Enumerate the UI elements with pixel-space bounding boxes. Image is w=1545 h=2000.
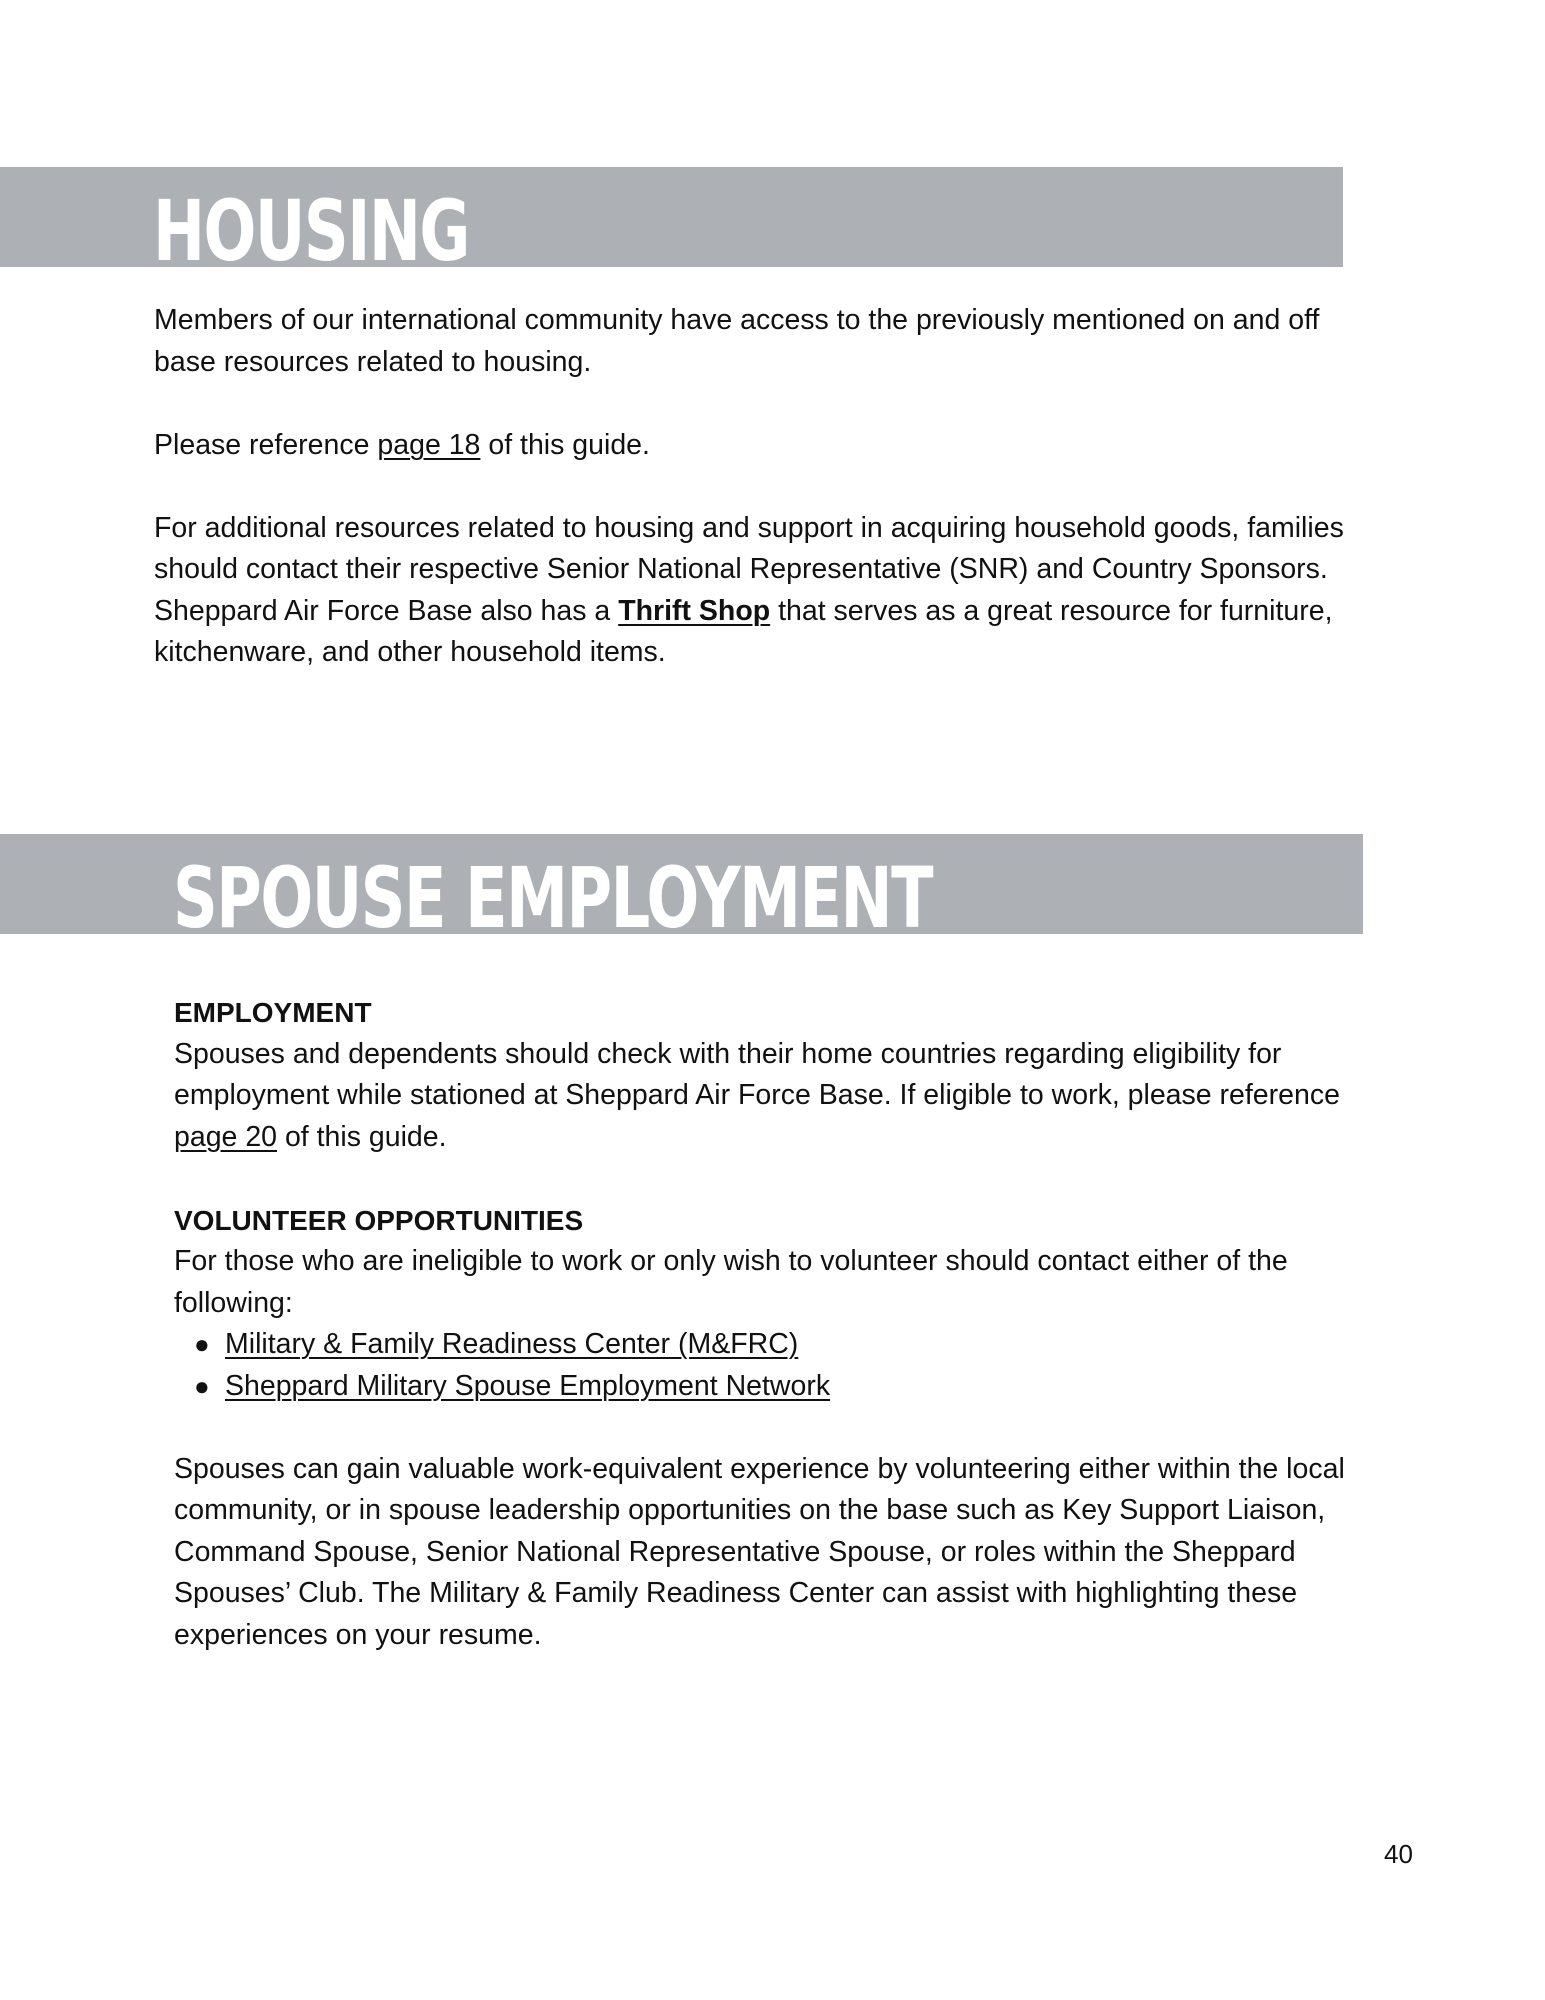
housing-reference-prefix: Please reference <box>154 428 378 461</box>
page-20-link[interactable]: page 20 <box>174 1120 278 1153</box>
volunteer-heading: VOLUNTEER OPPORTUNITIES <box>174 1204 584 1236</box>
volunteer-closing-paragraph: Spouses can gain valuable work-equivalent experience by volunteering either within the local community, or in spouse leadership opportunities on the base such as Key Support Liaison, Command Spouse, Senior National Representative Spouse, or roles within the Sheppard Spouses’ Club. The Military & Family Readiness Center can assist with highlighting these experiences on your resume. <box>174 1452 1345 1651</box>
page-number: 40 <box>1384 1839 1413 1869</box>
housing-title: HOUSING <box>153 182 469 280</box>
employment-text-after: of this guide. <box>277 1120 447 1153</box>
volunteer-contacts-list <box>174 1324 1394 1407</box>
housing-resources-text-after: that serves as a great resource for furniture, kitchenware, and other household items. <box>154 594 1333 668</box>
housing-intro-paragraph: Members of our international community have access to the previously mentioned on and off base resources related to housing. <box>154 304 1320 378</box>
spouse-employment-section <box>174 992 1394 1656</box>
volunteer-intro: For those who are ineligible to work or only wish to volunteer should contact either of the following: <box>174 1245 1288 1319</box>
employment-text-before: Spouses and dependents should check with their home countries regarding eligibility for employment while stationed at Sheppard Air Force Base. If eligible to work, please reference <box>174 1037 1340 1111</box>
housing-banner <box>0 167 1343 280</box>
bullet-icon: ● <box>194 1329 210 1359</box>
mfrc-link[interactable]: Military & Family Readiness Center (M&FRC) <box>225 1328 799 1360</box>
page-18-link[interactable]: page 18 <box>377 428 481 461</box>
housing-resources-paragraph <box>154 508 1354 674</box>
bullet-icon: ● <box>194 1370 210 1401</box>
list-item <box>194 1324 1394 1366</box>
housing-section <box>154 300 1354 674</box>
housing-reference-paragraph <box>154 425 1354 467</box>
list-item <box>194 1366 1394 1408</box>
housing-resources-text-before: For additional resources related to housing and support in acquiring household goods, families should contact their respective Senior National Representative (SNR) and Country Sponsors. Sheppard Air Force Base also has a <box>154 511 1344 627</box>
thrift-shop-link[interactable]: Thrift Shop <box>618 594 771 627</box>
housing-reference-suffix: of this guide. <box>480 428 650 461</box>
spouse-employment-network-link[interactable]: Sheppard Military Spouse Employment Network <box>225 1369 831 1402</box>
spouse-employment-title: SPOUSE EMPLOYMENT <box>173 849 933 947</box>
employment-heading: EMPLOYMENT <box>174 997 372 1028</box>
spouse-employment-banner <box>0 834 1363 947</box>
employment-paragraph <box>174 1034 1394 1159</box>
